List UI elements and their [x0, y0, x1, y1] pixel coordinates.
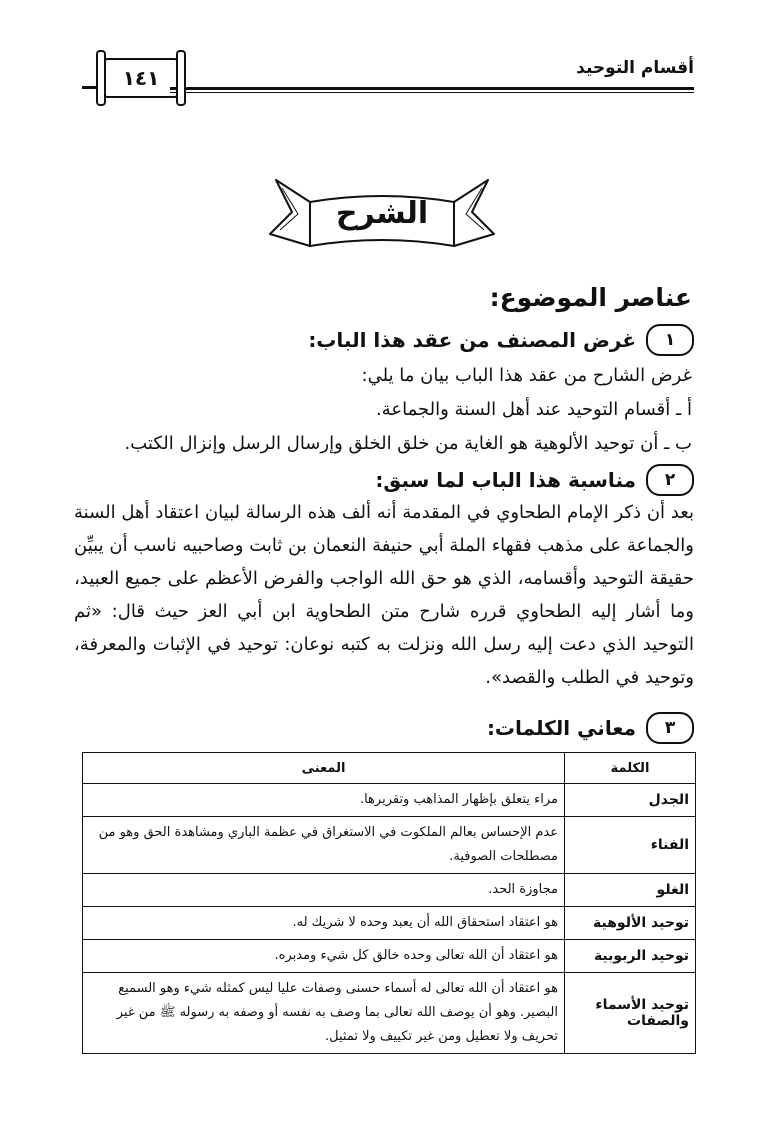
column-header-word: الكلمة — [565, 753, 696, 784]
text-line: ب ـ أن توحيد الألوهية هو الغاية من خلق الخلق وإرسال الرسل وإنزال الكتب. — [124, 433, 692, 454]
section-2-heading — [375, 464, 694, 496]
section-1-heading — [308, 324, 694, 356]
column-header-meaning: المعنى — [83, 753, 565, 784]
word-cell: توحيد الأسماء والصفات — [565, 973, 696, 1054]
text-line: غرض الشارح من عقد هذا الباب بيان ما يلي: — [361, 365, 692, 386]
table-row — [83, 907, 696, 940]
word-meanings-table — [82, 752, 696, 1054]
word-cell: الجدل — [565, 784, 696, 817]
section-3-heading — [487, 712, 694, 744]
table-row — [83, 817, 696, 874]
word-cell: توحيد الألوهية — [565, 907, 696, 940]
section-number-badge: ١ — [646, 324, 694, 356]
table-row — [83, 973, 696, 1054]
running-header-title: أقسام التوحيد — [576, 58, 694, 78]
section-title: معاني الكلمات: — [486, 716, 636, 740]
body-paragraph: بعد أن ذكر الإمام الطحاوي في المقدمة أنه ألف هذه الرسالة لبيان اعتقاد أهل السنة والجماعة على مذهب فقهاء الملة أبي حنيفة النعمان بن ثابت وصاحبيه ناسب أن يبيِّن حقيقة التوحيد وأقسامه، الذي هو حق الله الواجب والفرض الأعظم على جميع العبيد، وما أشار إليه الطحاوي قرره شارح متن الطحاوية ابن أبي العز حيث قال: «ثم التوحيد الذي دعت إليه رسل الله ونزلت به كتبه نوعان: توحيد في الإثبات والمعرفة، وتوحيد في الطلب والقصد». — [74, 502, 694, 688]
meaning-cell: مجاوزة الحد. — [83, 874, 565, 907]
table-row — [83, 940, 696, 973]
word-cell: الغلو — [565, 874, 696, 907]
meaning-cell: مراء يتعلق بإظهار المذاهب وتقريرها. — [83, 784, 565, 817]
meaning-cell: هو اعتقاد استحقاق الله أن يعبد وحده لا شريك له. — [83, 907, 565, 940]
section-number-badge: ٣ — [646, 712, 694, 744]
meaning-cell: هو اعتقاد أن الله تعالى له أسماء حسنى وصفات عليا ليس كمثله شيء وهو السميع البصير. وهو أن يوصف الله تعالى بما وصف به نفسه أو وصفه به رسوله ﷺ من غير تحريف ولا تعطيل ومن غير تكييف ولا تمثيل. — [83, 973, 565, 1054]
table-row — [83, 874, 696, 907]
table-row — [83, 784, 696, 817]
text-line: أ ـ أقسام التوحيد عند أهل السنة والجماعة. — [375, 399, 692, 420]
word-cell: توحيد الربوبية — [565, 940, 696, 973]
header-rule-thin — [170, 92, 694, 93]
meaning-cell: هو اعتقاد أن الله تعالى وحده خالق كل شيء ومدبره. — [83, 940, 565, 973]
page-number: ١٤١ — [122, 66, 160, 90]
section-title: مناسبة هذا الباب لما سبق: — [375, 468, 636, 492]
main-heading: عناصر الموضوع: — [489, 283, 692, 312]
section-number-badge: ٢ — [646, 464, 694, 496]
section-title: غرض المصنف من عقد هذا الباب: — [308, 328, 636, 352]
meaning-cell: عدم الإحساس بعالم الملكوت في الاستغراق في عظمة الباري ومشاهدة الحق وهو من مصطلحات الصوفية. — [83, 817, 565, 874]
section-banner-label: الشرح — [335, 196, 429, 231]
page-number-scroll — [104, 58, 178, 98]
table-header-row — [83, 753, 696, 784]
word-cell: الفناء — [565, 817, 696, 874]
header-rule — [170, 87, 694, 90]
